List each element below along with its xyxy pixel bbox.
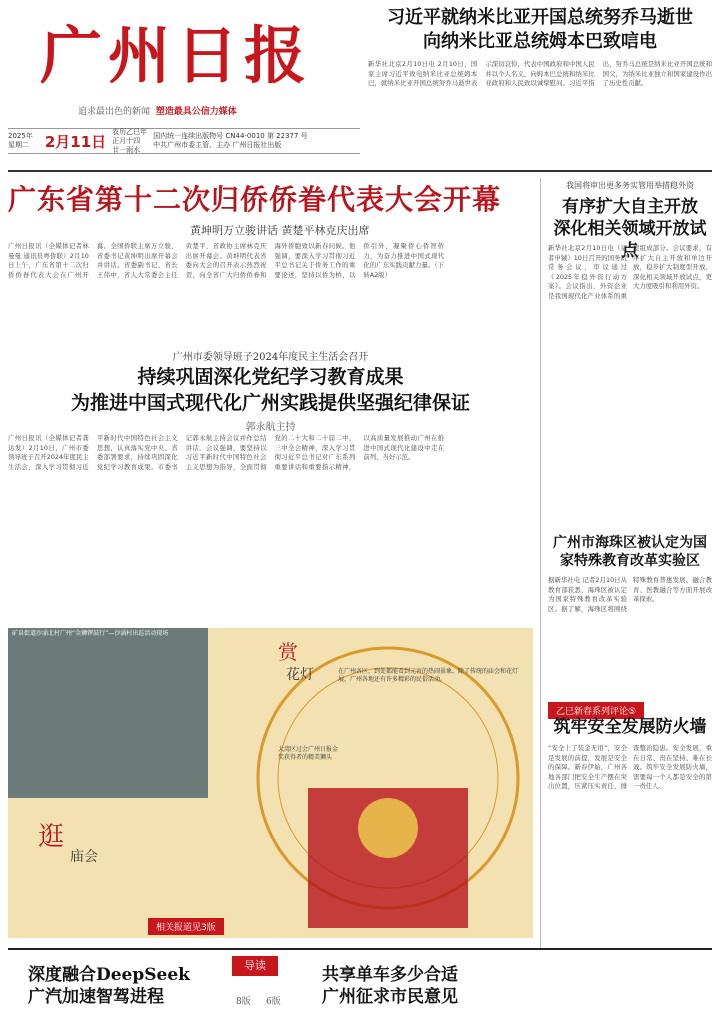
right-kicker: 我国将审出更多务实管用举措稳外资 xyxy=(566,181,694,190)
guide-left-2[interactable]: 广汽加速智驾进程 xyxy=(28,987,164,1007)
second-kicker: 广州市委领导班子2024年度民主生活会召开 xyxy=(172,352,369,363)
slogan xyxy=(78,104,237,117)
label-shang: 赏 xyxy=(278,640,298,664)
headline-line2: 向纳米比亚总统姆本巴致唁电 xyxy=(423,31,657,52)
side-caption: 大湾区过会广州日报金奖获得者的精美狮头 xyxy=(278,746,339,761)
guide-right-2[interactable]: 广州征求市民意见 xyxy=(322,987,458,1007)
slogan-left: 追求最出色的新闻 xyxy=(78,107,151,117)
label-miaohui: 庙会 xyxy=(70,849,98,865)
issue-date: 2月11日 xyxy=(44,132,107,151)
lead-headline[interactable]: 广东省第十二次归侨侨眷代表大会开幕 xyxy=(8,183,502,216)
lunar-day: 正月十四 xyxy=(112,136,141,145)
weekday: 星期二 xyxy=(8,141,29,149)
slogan-right: 塑造最具公信力媒体 xyxy=(155,107,237,117)
solar-term: 廿一雨水 xyxy=(112,145,141,154)
photo-caption: 矿泉街道沙涌北村广州“金狮锣鼓行”—沙涌村出巡活动现场 xyxy=(12,630,169,637)
parade-photo xyxy=(8,628,208,798)
top-right-story[interactable] xyxy=(368,6,712,130)
series-banner: 乙巳新春系列评论⑤ xyxy=(548,702,644,719)
label-huadeng: 花灯 xyxy=(286,667,314,683)
lunar-year: 农历乙巳年 xyxy=(112,127,148,136)
newspaper-title: 广州日报 xyxy=(40,19,313,92)
second-headline-2[interactable]: 为推进中国式现代化广州实践提供坚强纪律保证 xyxy=(70,392,470,414)
second-author: 郭永航主持 xyxy=(245,422,296,433)
second-body: 广州日报讯（全媒体记者龚达发）2月10日，广州市委领导班子召开2024年度民主生活会，深入学习贯彻习近平新时代中国特色社会主义思想，认真落实党中央、省委部署要求，持续巩固深化党纪学习教育成果。市委书记郭永航主持会议并作总结讲话。会议强调，要坚持以习近平新时代中国特色社会主义思想为指导，全面贯彻党的二十大和二十届二中、三中全会精神，深入学习贯彻习近平总书记对广东系列重要讲话和重要指示精神，以高质量发展推动广州在推进中国式现代化建设中走在前列、当好示范。 xyxy=(8,434,445,471)
page-ref-1[interactable]: 8版 xyxy=(236,997,251,1007)
related-link[interactable]: 相关报道见3版 xyxy=(148,918,224,935)
year: 2025年 xyxy=(8,132,33,140)
lead-body: 广州日报讯（全媒体记者林曼曼 通讯员粤侨联）2月10日上午，广东省第十二次归侨侨眷代表大会在广州开幕。全国侨联主席万立骏，省委书记黄坤明出席开幕会并讲话。省委副书记、省长王伟中，省人大常委会主任黄楚平，省政协主席林克庆出席开幕会。黄坤明代表省委向大会的召开表示热烈祝贺，向全省广大归侨侨眷和海外侨胞致以新春问候。他强调，要深入学习贯彻习近平总书记关于侨务工作的重要论述，坚持以侨为桥、以侨引外，凝聚侨心侨智侨力，为奋力推进中国式现代化的广东实践贡献力量。（下转A2版） xyxy=(8,242,445,279)
right-headline-4[interactable]: 筑牢安全发展防火墙 xyxy=(553,717,707,737)
sponsor: 中共广州市委主管、主办 广州日报社出版 xyxy=(153,141,282,149)
label-guang: 逛 xyxy=(38,822,65,852)
guide-right-1[interactable]: 共享单车多少合适 xyxy=(322,965,458,985)
second-headline-1[interactable]: 持续巩固深化党纪学习教育成果 xyxy=(137,366,404,388)
page-ref-2[interactable]: 6版 xyxy=(266,997,281,1007)
feature-intro: 在广州各区，到处都能看到元宵的热闹景象。除了传统的庙会和花灯展，广州各地还有许多精彩的民俗活动。 xyxy=(338,668,519,683)
cn-number: 国内统一连续出版物号 CN44-0010 第 22377 号 xyxy=(153,132,308,140)
right-body: 新华社北京2月10日电（记者申铖）10日召开的国务院常务会议，审议通过《2025年稳外资行动方案》。会议指出，外资企业是我国现代化产业体系的重要组成部分。会议要求，有序扩大自主开放和单边开放，稳步扩大制度型开放，深化相关领域开放试点，更大力度吸引和利用外资。 xyxy=(548,244,712,300)
right-body-3: “安全上了装金无用”，安全是发展的前提，发展是安全的保障。新春伊始，广州各地各部门把安全生产摆在突出位置，压紧压实责任，排查整治隐患。安全发展，重在日常、贵在坚持、难在长效。筑牢安全发展防火墙，需要每一个人都是安全的第一责任人。 xyxy=(548,744,712,791)
right-headline-3[interactable]: 广州市海珠区被认定为国家特殊教育改革实验区 xyxy=(553,535,707,569)
right-body-2: 据新华社电 记者2月10日从教育部获悉，海珠区被认定为国家特殊教育改革实验区。据了解，海珠区将围绕特殊教育普惠发展、融合教育、医教融合等方面开展改革探索。 xyxy=(548,576,712,613)
headline-line1: 习近平就纳米比亚开国总统努乔马逝世 xyxy=(387,7,693,28)
right-headline-1[interactable]: 有序扩大自主开放 xyxy=(562,197,698,217)
divider xyxy=(8,170,712,172)
story-body: 新华社北京2月10日电 2月10日，国家主席习近平致电纳米比亚总统姆本巴，就纳米比亚开国总统努乔马逝世表示深切哀悼，代表中国政府和中国人民并以个人名义，向姆本巴总统和纳米比亚政府和人民致以诚挚慰问。习近平指出，努乔马总统是纳米比亚开国总统和国父，为纳米比亚独立和国家建设作出了历史性贡献。 xyxy=(368,60,712,88)
guide-left-1[interactable]: 深度融合DeepSeek xyxy=(28,965,190,985)
guide-badge: 导读 xyxy=(232,956,278,976)
dateline xyxy=(8,128,360,154)
right-headline-2[interactable]: 深化相关领域开放试点 xyxy=(553,219,707,261)
lead-subline: 黄坤明万立骏讲话 黄楚平林克庆出席 xyxy=(190,224,370,237)
feature-illustration xyxy=(8,628,533,938)
column-divider xyxy=(540,178,541,948)
bottom-guide xyxy=(8,948,712,1018)
